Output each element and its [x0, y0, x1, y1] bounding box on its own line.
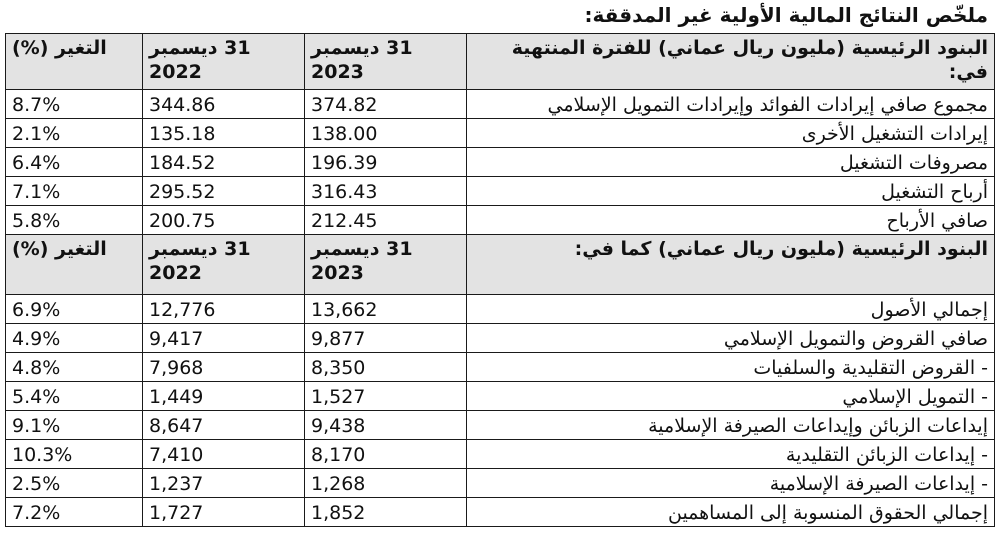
row-label: أرباح التشغيل	[467, 177, 995, 206]
row-label: إيداعات الزبائن وإيداعات الصيرفة الإسلامية	[467, 411, 995, 440]
table-row	[6, 440, 995, 469]
change-value: 7.2%	[6, 498, 143, 527]
row-label: صافي القروض والتمويل الإسلامي	[467, 324, 995, 353]
change-value: 10.3%	[6, 440, 143, 469]
value-2022: 344.86	[143, 90, 305, 119]
value-2023: 1,852	[305, 498, 467, 527]
change-value: 7.1%	[6, 177, 143, 206]
value-2022: 12,776	[143, 295, 305, 324]
value-2022: 184.52	[143, 148, 305, 177]
section2-2023-header: 31 ديسمبر 2023	[305, 235, 467, 295]
value-2022: 1,237	[143, 469, 305, 498]
value-2022: 200.75	[143, 206, 305, 235]
value-2022: 1,449	[143, 382, 305, 411]
table-row	[6, 148, 995, 177]
value-2023: 196.39	[305, 148, 467, 177]
change-value: 5.8%	[6, 206, 143, 235]
value-2022: 9,417	[143, 324, 305, 353]
table-row	[6, 90, 995, 119]
value-2022: 7,968	[143, 353, 305, 382]
change-value: 4.9%	[6, 324, 143, 353]
value-2023: 9,877	[305, 324, 467, 353]
section1-label-header: البنود الرئيسية (مليون ريال عماني) للفترة المنتهية في:	[467, 34, 995, 90]
table-row	[6, 411, 995, 440]
section2-label-header: البنود الرئيسية (مليون ريال عماني) كما في:	[467, 235, 995, 295]
section1-header-row	[6, 34, 995, 90]
row-label: إجمالي الحقوق المنسوبة إلى المساهمين	[467, 498, 995, 527]
change-value: 2.1%	[6, 119, 143, 148]
row-label: - إيداعات الصيرفة الإسلامية	[467, 469, 995, 498]
change-value: 6.9%	[6, 295, 143, 324]
value-2023: 8,350	[305, 353, 467, 382]
financial-results-table	[5, 33, 995, 527]
table-row	[6, 119, 995, 148]
value-2022: 8,647	[143, 411, 305, 440]
change-value: 8.7%	[6, 90, 143, 119]
section2-change-header: التغير (%)	[6, 235, 143, 295]
value-2023: 9,438	[305, 411, 467, 440]
table-row	[6, 469, 995, 498]
value-2022: 135.18	[143, 119, 305, 148]
section1-2023-header: 31 ديسمبر 2023	[305, 34, 467, 90]
row-label: إيرادات التشغيل الأخرى	[467, 119, 995, 148]
change-value: 4.8%	[6, 353, 143, 382]
change-value: 6.4%	[6, 148, 143, 177]
row-label: مصروفات التشغيل	[467, 148, 995, 177]
table-row	[6, 498, 995, 527]
value-2023: 212.45	[305, 206, 467, 235]
page-title: ملخّص النتائج المالية الأولية غير المدققة:	[584, 3, 988, 27]
change-value: 5.4%	[6, 382, 143, 411]
row-label: - إيداعات الزبائن التقليدية	[467, 440, 995, 469]
table-row	[6, 353, 995, 382]
value-2023: 1,268	[305, 469, 467, 498]
section2-header-row	[6, 235, 995, 295]
section2-2022-header: 31 ديسمبر 2022	[143, 235, 305, 295]
table-row	[6, 206, 995, 235]
row-label: إجمالي الأصول	[467, 295, 995, 324]
value-2023: 374.82	[305, 90, 467, 119]
value-2023: 316.43	[305, 177, 467, 206]
value-2023: 138.00	[305, 119, 467, 148]
table-row	[6, 382, 995, 411]
row-label: مجموع صافي إيرادات الفوائد وإيرادات التمويل الإسلامي	[467, 90, 995, 119]
value-2022: 7,410	[143, 440, 305, 469]
change-value: 9.1%	[6, 411, 143, 440]
row-label: صافي الأرباح	[467, 206, 995, 235]
section1-2022-header: 31 ديسمبر 2022	[143, 34, 305, 90]
value-2023: 1,527	[305, 382, 467, 411]
value-2022: 1,727	[143, 498, 305, 527]
value-2023: 13,662	[305, 295, 467, 324]
row-label: - القروض التقليدية والسلفيات	[467, 353, 995, 382]
table-row	[6, 295, 995, 324]
table-row	[6, 177, 995, 206]
value-2022: 295.52	[143, 177, 305, 206]
section1-change-header: التغير (%)	[6, 34, 143, 90]
table-row	[6, 324, 995, 353]
row-label: - التمويل الإسلامي	[467, 382, 995, 411]
change-value: 2.5%	[6, 469, 143, 498]
value-2023: 8,170	[305, 440, 467, 469]
